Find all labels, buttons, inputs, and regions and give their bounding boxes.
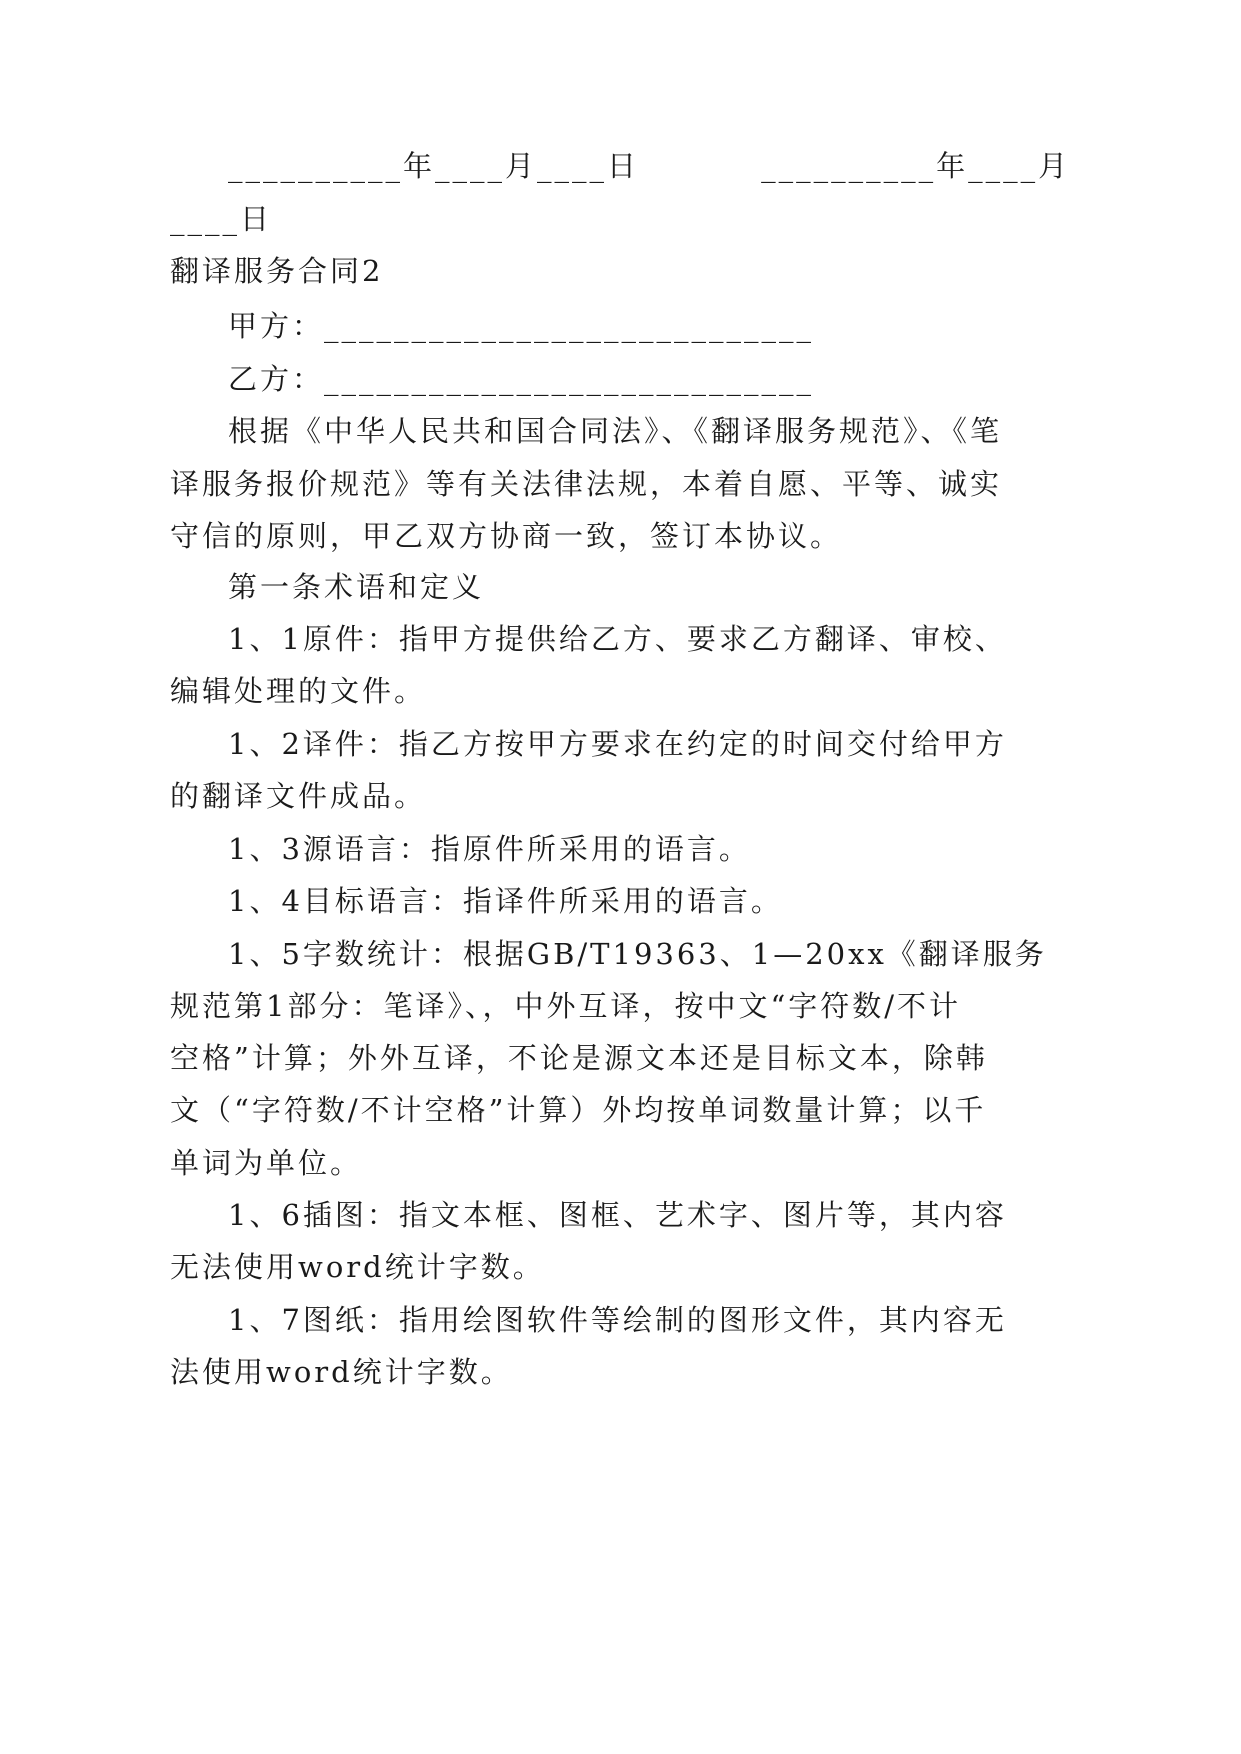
preamble-line-1: 根据《中华人民共和国合同法》、《翻译服务规范》、《笔 [228,414,1003,448]
clause-1-2-line-2: 的翻译文件成品。 [170,779,427,813]
party-b-line: 乙方：____________________________ [228,362,815,396]
clause-1-5-line-1: 1、5字数统计：根据GB/T19363、1—20xx《翻译服务 [228,937,1047,971]
clause-1-4: 1、4目标语言：指译件所采用的语言。 [228,884,783,918]
clause-1-3: 1、3源语言：指原件所采用的语言。 [228,832,751,866]
signature-date-line-continued: ____日 [170,202,273,236]
article-1-heading: 第一条术语和定义 [228,570,485,604]
clause-1-5-line-5: 单词为单位。 [170,1146,363,1180]
clause-1-7-line-1: 1、7图纸：指用绘图软件等绘制的图形文件，其内容无 [228,1303,1007,1337]
clause-1-1-line-1: 1、1原件：指甲方提供给乙方、要求乙方翻译、审校、 [228,622,1007,656]
clause-1-2-line-1: 1、2译件：指乙方按甲方要求在约定的时间交付给甲方 [228,727,1007,761]
clause-1-5-line-4: 文（“字符数/不计空格”计算）外均按单词数量计算；以千 [170,1093,987,1127]
clause-1-6-line-1: 1、6插图：指文本框、图框、艺术字、图片等，其内容 [228,1198,1007,1232]
party-a-line: 甲方：____________________________ [228,309,815,343]
clause-1-7-line-2: 法使用word统计字数。 [170,1355,513,1389]
clause-1-5-line-3: 空格”计算；外外互译，不论是源文本还是目标文本，除韩 [170,1041,988,1075]
clause-1-6-line-2: 无法使用word统计字数。 [170,1250,545,1284]
clause-1-1-line-2: 编辑处理的文件。 [170,674,427,708]
preamble-line-3: 守信的原则，甲乙双方协商一致，签订本协议。 [170,519,843,553]
signature-date-line: __________年____月____日 __________年____月 [228,149,1071,183]
preamble-line-2: 译服务报价规范》等有关法律法规，本着自愿、平等、诚实 [170,467,1003,501]
contract-title: 翻译服务合同2 [170,254,384,288]
clause-1-5-line-2: 规范第1部分：笔译》、，中外互译，按中文“字符数/不计 [170,989,962,1023]
